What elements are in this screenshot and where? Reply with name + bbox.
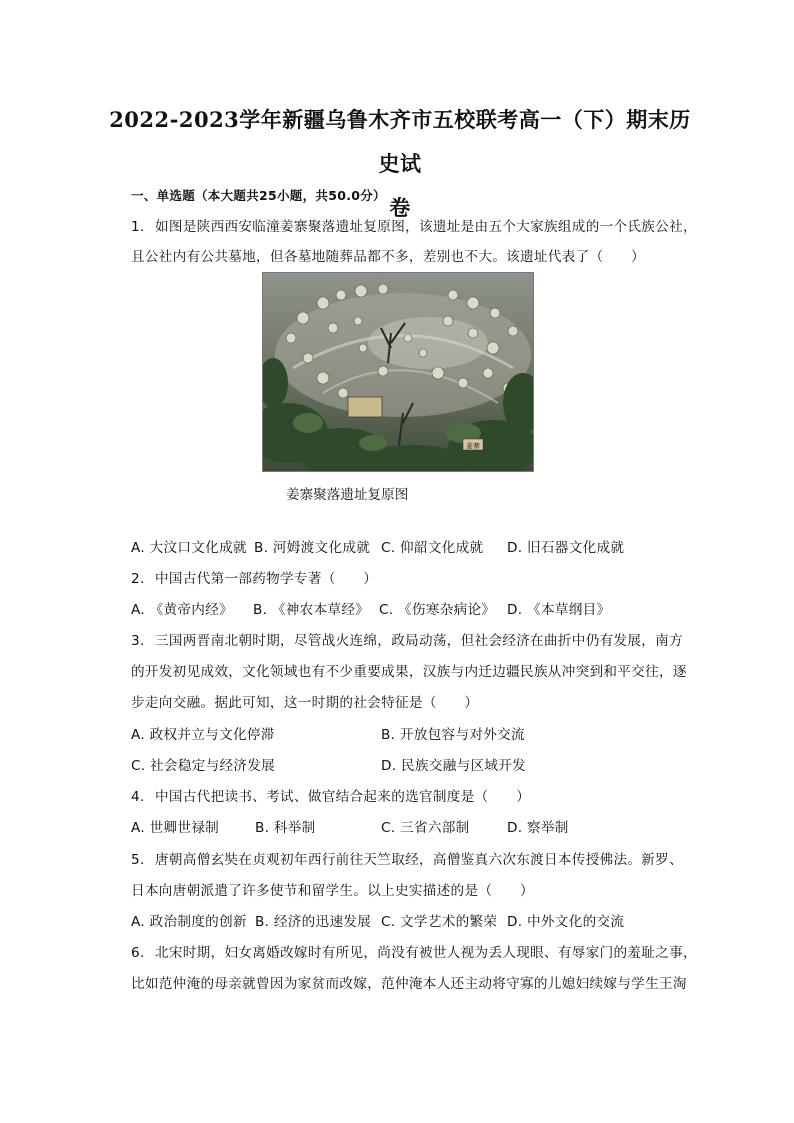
jiangzhai-settlement-photo — [262, 272, 534, 472]
option-d[interactable]: D. 民族交融与区域开发 — [381, 758, 527, 774]
option-a[interactable]: A. 政治制度的创新 — [131, 914, 247, 930]
option-d[interactable]: D. 察举制 — [507, 820, 569, 836]
option-a[interactable]: A. 政权并立与文化停滞 — [131, 727, 275, 743]
option-d[interactable]: D. 旧石器文化成就 — [507, 540, 625, 556]
question-2-options — [131, 600, 691, 620]
option-c[interactable]: C. 《伤寒杂病论》 — [379, 602, 496, 618]
question-1-line-1: 1. 如图是陕西西安临潼姜寨聚落遗址复原图，该遗址是由五个大家族组成的一个氏族公社， — [131, 219, 697, 235]
option-a[interactable]: A. 世卿世禄制 — [131, 820, 220, 836]
photo-sign-label: 姜寨 — [466, 442, 480, 450]
question-number: 2. — [131, 571, 145, 587]
option-b[interactable]: B. 《神农本草经》 — [253, 602, 370, 618]
question-5-line-1: 5. 唐朝高僧玄奘在贞观初年西行前往天竺取经，高僧鉴真六次东渡日本传授佛法。新罗、 — [131, 852, 683, 868]
question-number: 6. — [131, 945, 145, 961]
question-6-line-2: 比如范仲淹的母亲就曾因为家贫而改嫁，范仲淹本人还主动将守寡的儿媳妇续嫁与学生王淘 — [131, 976, 687, 992]
question-3-options-row-2 — [131, 756, 691, 776]
question-number: 4. — [131, 789, 145, 805]
question-4-options — [131, 818, 691, 838]
question-1-options — [131, 538, 691, 558]
question-6-line-1: 6. 北宋时期，妇女离婚改嫁时有所见，尚没有被世人视为丢人现眼、有辱家门的羞耻之事， — [131, 945, 697, 961]
option-d[interactable]: D. 中外文化的交流 — [507, 914, 625, 930]
option-c[interactable]: C. 仰韶文化成就 — [381, 540, 484, 556]
exam-title — [100, 98, 700, 230]
question-number: 3. — [131, 633, 145, 649]
question-5-line-2: 日本向唐朝派遣了许多使节和留学生。以上史实描述的是（ ） — [131, 883, 534, 899]
question-3-options-row-1 — [131, 725, 691, 745]
option-c[interactable]: C. 三省六部制 — [381, 820, 470, 836]
question-2-line-1: 2. 中国古代第一部药物学专著（ ） — [131, 571, 378, 587]
section-heading: 一、单选题（本大题共25小题，共50.0分） — [131, 188, 386, 203]
option-c[interactable]: C. 文学艺术的繁荣 — [381, 914, 498, 930]
option-c[interactable]: C. 社会稳定与经济发展 — [131, 758, 276, 774]
option-b[interactable]: B. 河姆渡文化成就 — [254, 540, 371, 556]
option-a[interactable]: A. 《黄帝内经》 — [131, 602, 233, 618]
question-5-options — [131, 912, 691, 932]
exam-title-line-1: 2022-2023学年新疆乌鲁木齐市五校联考高一（下）期末历史试 — [109, 107, 691, 176]
question-3-line-1: 3. 三国两晋南北朝时期，尽管战火连绵，政局动荡，但社会经济在曲折中仍有发展，南方 — [131, 633, 683, 649]
question-4-line-1: 4. 中国古代把读书、考试、做官结合起来的选官制度是（ ） — [131, 789, 531, 805]
option-d[interactable]: D. 《本草纲目》 — [507, 602, 611, 618]
question-3-line-3: 步走向交融。据此可知，这一时期的社会特征是（ ） — [131, 695, 479, 711]
question-number: 1. — [131, 219, 145, 235]
figure-caption: 姜寨聚落遗址复原图 — [286, 487, 409, 503]
question-number: 5. — [131, 852, 145, 868]
question-3-line-2: 的开发初见成效，文化领域也有不少重要成果，汉族与内迁边疆民族从冲突到和平交往，逐 — [131, 664, 687, 680]
option-b[interactable]: B. 开放包容与对外交流 — [381, 727, 525, 743]
exam-title-line-2: 卷 — [389, 195, 411, 220]
option-a[interactable]: A. 大汶口文化成就 — [131, 540, 247, 556]
question-1-line-2: 且公社内有公共墓地，但各墓地随葬品都不多，差别也不大。该遗址代表了（ ） — [131, 249, 646, 265]
option-b[interactable]: B. 科举制 — [255, 820, 316, 836]
option-b[interactable]: B. 经济的迅速发展 — [255, 914, 372, 930]
